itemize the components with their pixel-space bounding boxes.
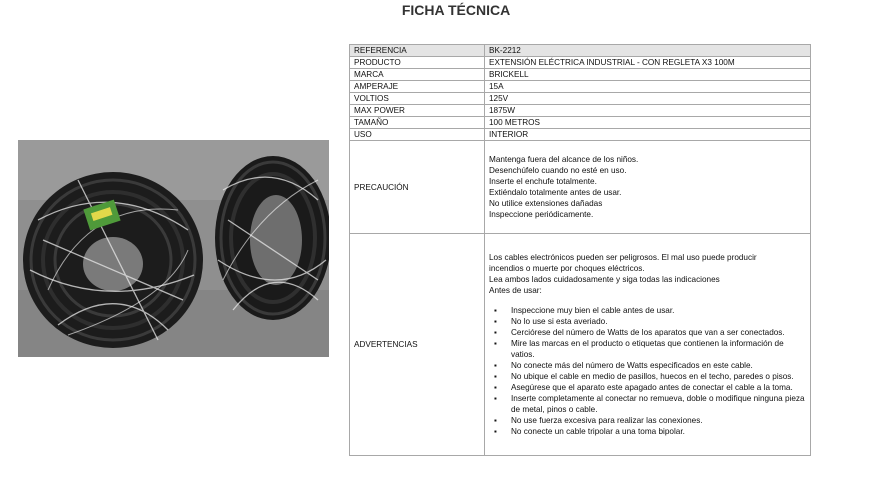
precaucion-text: [485, 141, 811, 234]
precaucion-line: Inserte el enchufe totalmente.: [489, 177, 597, 186]
spec-label: MARCA: [350, 69, 485, 81]
spec-value: BK-2212: [485, 45, 811, 57]
advertencia-item: ▪ Inspeccione muy bien el cable antes de usar.: [506, 305, 806, 316]
precaucion-line: Extiéndalo totalmente antes de usar.: [489, 188, 622, 197]
spec-row-producto: [350, 57, 811, 69]
precaucion-line: No utilice extensiones dañadas: [489, 199, 603, 208]
advertencia-item: ▪ No conecte más del número de Watts especificados en este cable.: [506, 360, 806, 371]
spec-label: USO: [350, 129, 485, 141]
spec-table: [349, 44, 811, 456]
advertencia-item: ▪ Inserte completamente al conectar no remueva, doble o modifique ninguna pieza de metal, pinos o cable.: [506, 393, 806, 415]
spec-label: ADVERTENCIAS: [350, 234, 485, 456]
advertencia-item: ▪ No use fuerza excesiva para realizar las conexiones.: [506, 415, 806, 426]
spec-row-amperaje: [350, 81, 811, 93]
advertencia-item: ▪ Cerciórese del número de Watts de los aparatos que van a ser conectados.: [506, 327, 806, 338]
advertencias-list: [489, 305, 806, 437]
spec-label: VOLTIOS: [350, 93, 485, 105]
advertencias-intro-line: Antes de usar:: [489, 286, 542, 295]
spec-label: PRODUCTO: [350, 57, 485, 69]
spec-row-tamano: [350, 117, 811, 129]
spec-row-max-power: [350, 105, 811, 117]
spec-row-uso: [350, 129, 811, 141]
spec-row-marca: [350, 69, 811, 81]
page-title: FICHA TÉCNICA: [401, 2, 511, 18]
product-photo: [18, 140, 329, 357]
advertencias-intro-line: Lea ambos lados cuidadosamente y siga todas las indicaciones: [489, 275, 720, 284]
precaucion-line: Desenchúfelo cuando no esté en uso.: [489, 166, 627, 175]
spec-row-advertencias: [350, 234, 811, 456]
spec-value: 100 METROS: [485, 117, 811, 129]
spec-row-voltios: [350, 93, 811, 105]
advertencia-item: ▪ No ubique el cable en medio de pasillos, huecos en el techo, paredes o pisos.: [506, 371, 806, 382]
advertencia-item: ▪ No conecte un cable tripolar a una toma bipolar.: [506, 426, 806, 437]
spec-row-precaucion: [350, 141, 811, 234]
advertencia-item: ▪ No lo use si esta averiado.: [506, 316, 806, 327]
spec-value: 15A: [485, 81, 811, 93]
precaucion-line: Mantenga fuera del alcance de los niños.: [489, 155, 639, 164]
advertencias-text: [485, 234, 811, 456]
spec-value: BRICKELL: [485, 69, 811, 81]
spec-label: TAMAÑO: [350, 117, 485, 129]
spec-row-referencia: [350, 45, 811, 57]
spec-label: REFERENCIA: [350, 45, 485, 57]
spec-label: AMPERAJE: [350, 81, 485, 93]
spec-value: INTERIOR: [485, 129, 811, 141]
spec-label: PRECAUCIÓN: [350, 141, 485, 234]
advertencia-item: ▪ Mire las marcas en el producto o etiquetas que contienen la información de vatios.: [506, 338, 806, 360]
advertencia-item: ▪ Asegúrese que el aparato este apagado antes de conectar el cable a la toma.: [506, 382, 806, 393]
advertencias-intro: [489, 252, 806, 296]
spec-value: 125V: [485, 93, 811, 105]
precaucion-line: Inspeccione periódicamente.: [489, 210, 594, 219]
spec-label: MAX POWER: [350, 105, 485, 117]
spec-value: 1875W: [485, 105, 811, 117]
advertencias-intro-line: incendios o muerte por choques eléctricos.: [489, 264, 645, 273]
spec-value: EXTENSIÓN ELÉCTRICA INDUSTRIAL - CON REGLETA X3 100M: [485, 57, 811, 69]
advertencias-intro-line: Los cables electrónicos pueden ser peligrosos. El mal uso puede producir: [489, 253, 757, 262]
